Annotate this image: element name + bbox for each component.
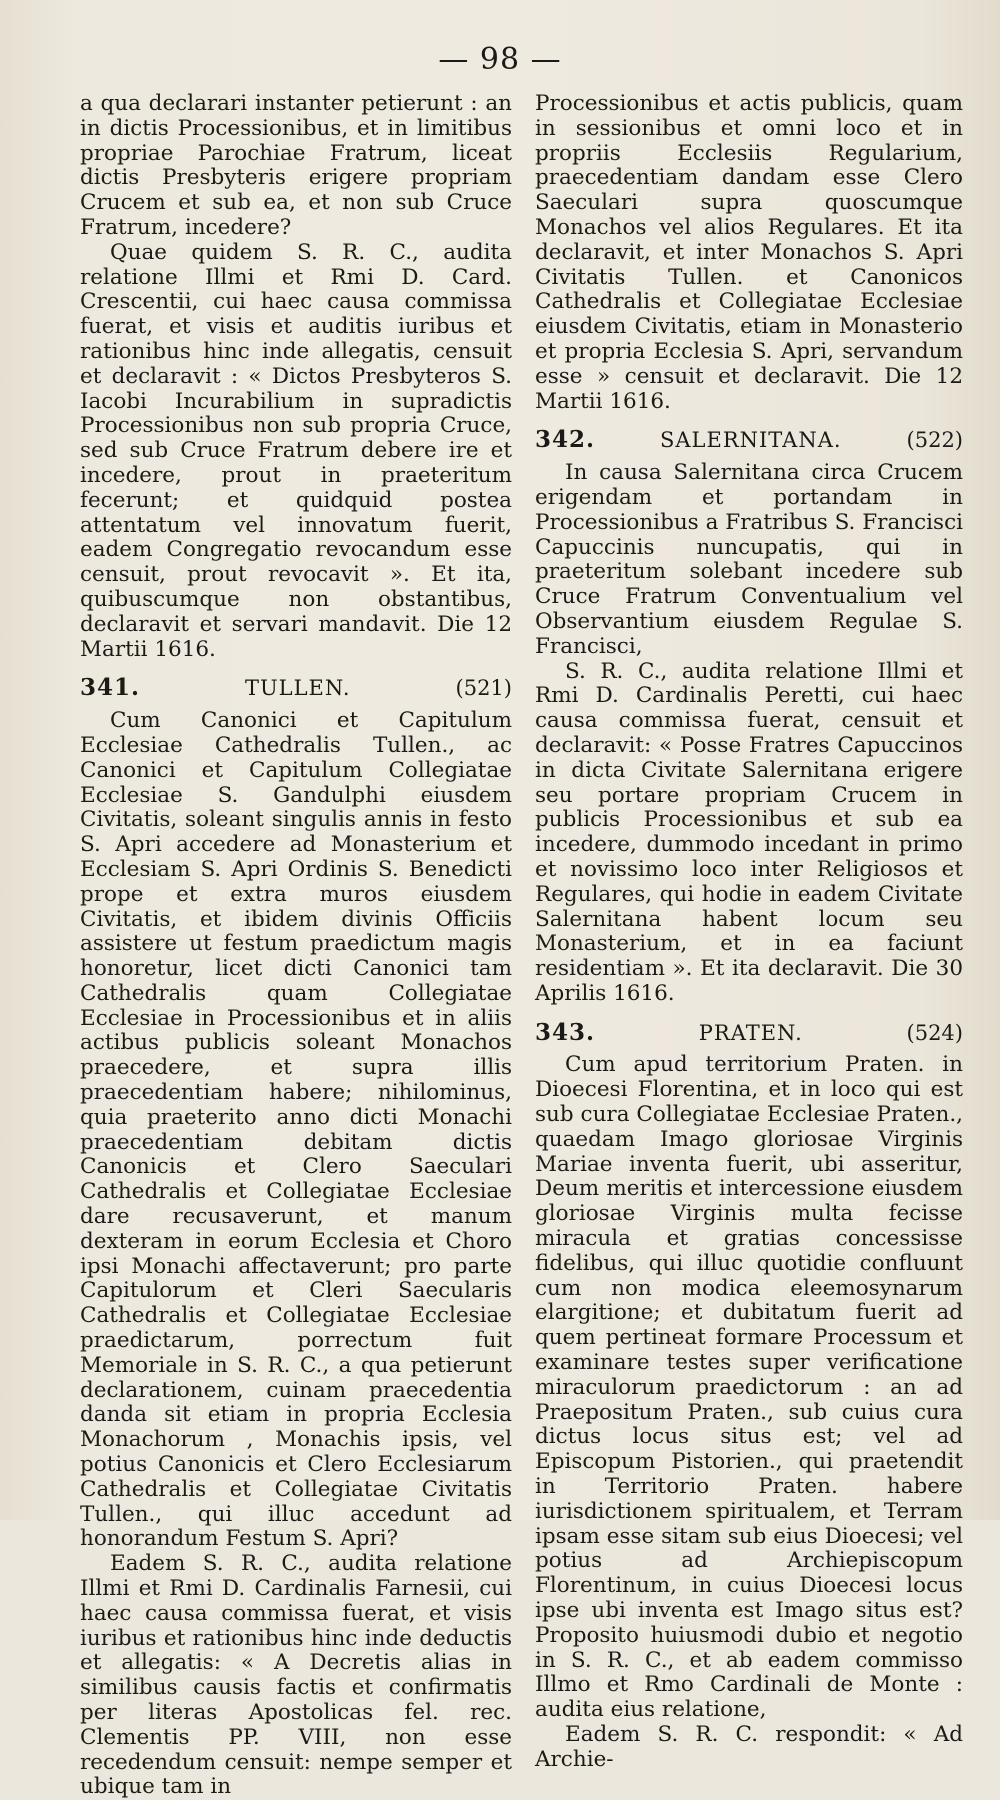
right-column <box>535 92 963 1773</box>
decree-number: 341. <box>80 674 141 702</box>
decree-heading-342 <box>535 428 963 453</box>
decree-reference: (522) <box>906 428 963 453</box>
paragraph: Eadem S. R. C., audita relatione Illmi et Rmi D. Cardinalis Farnesii, cui haec causa commissa fuerat, et visis iuribus et rationibus hinc inde deductis et allegatis: « A Decretis alias in similibus causis factis et confirmatis per literas Apostolicas fel. rec. Clementis PP. VIII, non esse recedendum censuit: nempe semper et ubique tam in <box>80 1551 512 1800</box>
paragraph: Quae quidem S. R. C., audita relatione Illmi et Rmi D. Card. Crescentii, cui haec causa commissa fuerat, et visis et auditis iuribus et rationibus hinc inde allegatis, censuit et declaravit : « Dictos Presbyteros S. Iacobi Incurabilium in supradictis Processionibus non sub propria Cruce, sed sub Cruce Fratrum debere ire et incedere, prout in praeteritum fecerunt; et quidquid postea attentatum vel innovatum fuerit, eadem Congregatio revocandum esse censuit, prout revocavit ». Et ita, quibuscumque non obstantibus, declaravit et servari mandavit. Die 12 Martii 1616. <box>80 239 512 662</box>
paragraph: S. R. C., audita relatione Illmi et Rmi D. Cardinalis Peretti, cui haec causa commissa fuerat, censuit et declaravit: « Posse Fratres Capuccinos in dicta Civitate Salernitana erigere seu portare propriam Crucem in publicis Processionibus et sub ea incedere, dummodo incedant in primo et novissimo loco inter Religiosos et Regulares, qui hodie in eadem Civitate Salernitana habent locum seu Monasterium, et in ea faciunt residentiam ». Et ita declaravit. Die 30 Aprilis 1616. <box>535 658 963 1006</box>
paragraph: In causa Salernitana circa Crucem erigendam et portandam in Processionibus a Fratribus S. Francisci Capuccinis nuncupatis, qui in praeteritum solebant incedere sub Cruce Fratrum Conventualium vel Observantium eiusdem Regulae S. Francisci, <box>535 460 963 659</box>
decree-heading-343 <box>535 1018 963 1046</box>
decree-reference: (521) <box>455 676 512 701</box>
decree-title: SALERNITANA. <box>660 428 842 453</box>
paragraph: Cum apud territorium Praten. in Dioecesi Florentina, et in loco qui est sub cura Collegiatae Ecclesiae Praten., quaedam Imago gloriosae Virginis Mariae inventa fuerit, ubi asseritur, Deum meritis et intercessione eiusdem gloriosae Virginis multa fecisse miracula et gratias concessisse fidelibus, qui illuc quotidie confluunt cum non modica eleemosynarum elargitione; et dubitatum fuerit ad quem pertineat formare Processum et examinare testes super verificatione miraculorum praedictorum : an ad Praepositum Praten., sub cuius cura dictus locus situs est; vel ad Episcopum Pistorien., qui praetendit in Territorio Praten. habere iurisdictionem spiritualem, et Terram ipsam esse sitam sub eius Dioecesi; vel potius ad Archiepiscopum Florentinum, in cuius Dioecesi locus ipse ubi inventa est Imago situs est? Proposito huiusmodi dubio et negotio in S. R. C., et ab eadem commisso Illmo et Rmo Cardinali de Monte : audita eius relatione, <box>535 1052 963 1723</box>
paragraph: Processionibus et actis publicis, quam in sessionibus et omni loco et in propriis Ecclesiis Regularium, praecedentiam dandam esse Clero Saeculari supra quoscumque Monachos vel alios Regulares. Et ita declaravit, et inter Monachos S. Apri Civitatis Tullen. et Canonicos Cathedralis et Collegiatae Ecclesiae eiusdem Civitatis, etiam in Monasterio et propria Ecclesia S. Apri, servandum esse » censuit et declaravit. Die 12 Martii 1616. <box>535 91 963 414</box>
decree-title: PRATEN. <box>698 1020 803 1045</box>
decree-number: 343. <box>535 1018 596 1046</box>
decree-heading-341 <box>80 676 512 701</box>
page-number: — 98 — <box>438 42 562 77</box>
decree-number: 342. <box>535 426 596 454</box>
paragraph: Cum Canonici et Capitulum Ecclesiae Cathedralis Tullen., ac Canonici et Capitulum Collegiatae Ecclesiae S. Gandulphi eiusdem Civitatis, soleant singulis annis in festo S. Apri accedere ad Monasterium et Ecclesiam S. Apri Ordinis S. Benedicti prope et extra muros eiusdem Civitatis, et ibidem divinis Officiis assistere ut festum praedictum magis honoretur, licet dicti Canonici tam Cathedralis quam Collegiatae Ecclesiae in Processionibus et in aliis actibus publicis soleant Monachos praecedere, et supra illis praecedentiam habere; nihilominus, quia praeterito anno dicti Monachi praecedentiam debitam dictis Canonicis et Clero Saeculari Cathedralis et Collegiatae Ecclesiae dare recusaverunt, et manum dexteram in eorum Ecclesia et Choro ipsi Monachi affectaverunt; pro parte Capitulorum et Cleri Saecularis Cathedralis et Collegiatae Ecclesiae praedictarum, porrectum fuit Memoriale in S. R. C., a qua petierunt declarationem, cuinam praecedentia danda sit etiam in propria Ecclesia Monachorum , Monachis ipsis, vel potius Canonicis et Clero Ecclesiarum Cathedralis et Collegiatae Civitatis Tullen., qui illuc accedunt ad honorandum Festum S. Apri? <box>80 708 512 1552</box>
paragraph: Eadem S. R. C. respondit: « Ad Archie- <box>535 1722 963 1772</box>
decree-title: TULLEN. <box>244 676 351 701</box>
paragraph: a qua declarari instanter petierunt : an in dictis Processionibus, et in limitibus propriae Parochiae Fratrum, liceat dictis Presbyteris erigere propriam Crucem et sub ea, et non sub Cruce Fratrum, incedere? <box>80 91 512 240</box>
decree-reference: (524) <box>906 1020 963 1045</box>
left-column <box>80 92 512 1800</box>
